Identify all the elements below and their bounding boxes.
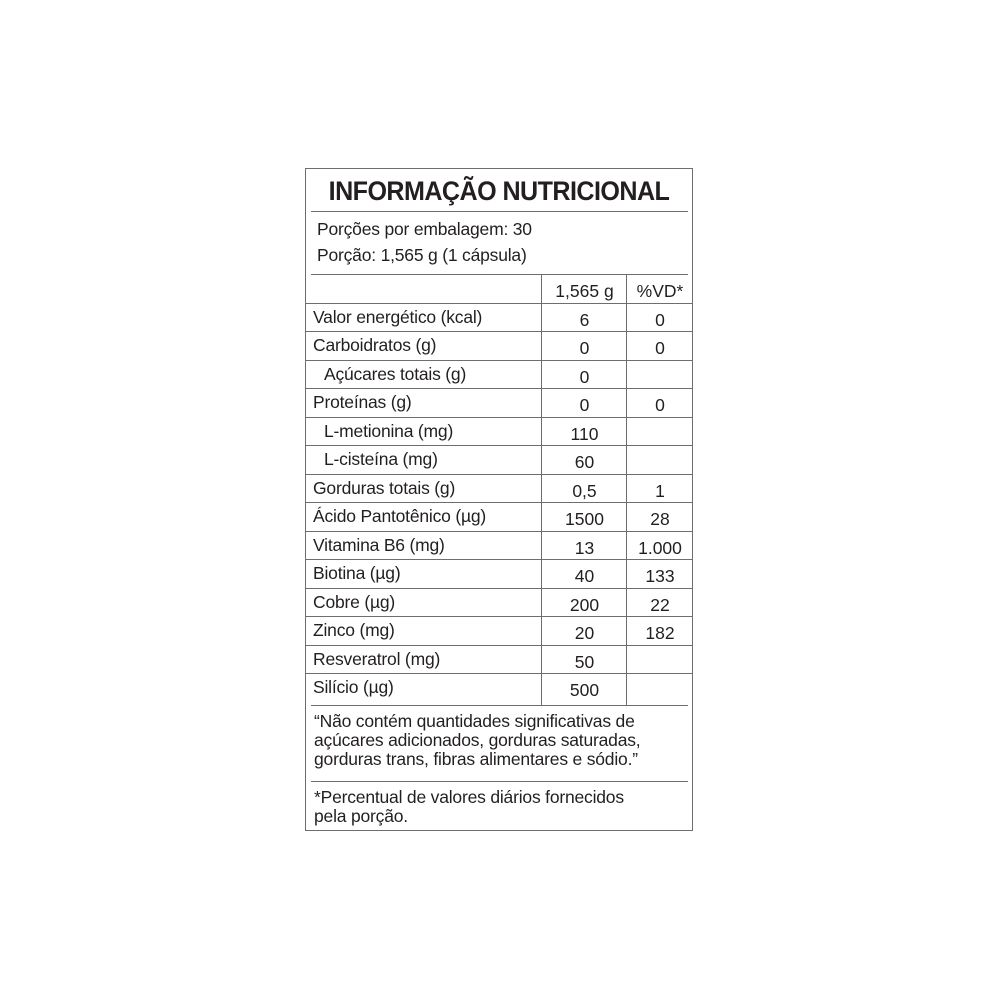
- nutrient-table: [306, 275, 692, 703]
- header-quantity: 1,565 g: [555, 281, 614, 301]
- nutrient-quantity: 500: [569, 680, 600, 700]
- nutrient-name: Ácido Pantotênico (µg): [313, 506, 487, 526]
- nutrient-name: Resveratrol (mg): [313, 648, 441, 669]
- nutrient-name: Vitamina B6 (mg): [313, 534, 445, 555]
- nutrient-quantity: 0: [579, 395, 590, 415]
- nutrient-daily-value: 1: [655, 480, 665, 501]
- table-row: [306, 532, 692, 561]
- header-daily-value: %VD*: [636, 281, 684, 301]
- nutrient-daily-value: 133: [645, 566, 675, 586]
- not-significant-note-line: gorduras trans, fibras alimentares e sódio.”: [314, 749, 638, 769]
- nutrient-daily-value: 22: [650, 594, 670, 615]
- table-row: [306, 332, 692, 361]
- nutrient-quantity: 0: [579, 338, 590, 358]
- table-row: [306, 304, 692, 333]
- nutrient-quantity: 40: [574, 566, 595, 586]
- nutrient-daily-value: 1.000: [638, 537, 682, 558]
- table-row: [306, 361, 692, 390]
- nutrient-quantity: 60: [574, 452, 595, 472]
- nutrient-name: Carboidratos (g): [313, 335, 437, 355]
- nutrient-quantity: 20: [574, 623, 595, 643]
- table-row: [306, 418, 692, 447]
- notes-divider: [311, 781, 688, 782]
- nutrient-quantity: 13: [574, 537, 595, 558]
- nutrient-quantity: 1500: [565, 509, 604, 529]
- nutrient-daily-value: 0: [655, 338, 665, 358]
- table-row: [306, 475, 692, 504]
- nutrient-quantity: 50: [574, 651, 595, 672]
- nutrient-name: Gorduras totais (g): [313, 477, 456, 498]
- nutrient-quantity: 200: [569, 594, 600, 615]
- nutrient-quantity: 0,5: [572, 480, 597, 501]
- nutrient-name: Valor energético (kcal): [313, 306, 483, 327]
- table-bottom-divider: [311, 705, 688, 706]
- nutrient-name: Açúcares totais (g): [324, 363, 467, 384]
- table-row: [306, 503, 692, 532]
- nutrient-daily-value: 0: [655, 395, 665, 415]
- nutrition-facts-panel: [305, 168, 693, 831]
- not-significant-note: [314, 712, 686, 769]
- table-row: [306, 389, 692, 418]
- table-row: [306, 617, 692, 646]
- nutrient-name: L-cisteína (mg): [324, 449, 438, 469]
- nutrient-quantity: 6: [579, 309, 590, 330]
- nutrition-facts-title: INFORMAÇÃO NUTRICIONAL: [328, 176, 670, 206]
- nutrient-name: L-metionina (mg): [324, 420, 454, 441]
- nutrient-daily-value: 182: [645, 623, 675, 643]
- serving-size: Porção: 1,565 g (1 cápsula): [317, 245, 527, 265]
- nutrient-quantity: 0: [579, 366, 590, 387]
- servings-per-package: Porções por embalagem: 30: [317, 219, 532, 239]
- not-significant-note-line: “Não contém quantidades significativas de: [314, 711, 635, 731]
- nutrient-name: Silício (µg): [313, 677, 394, 697]
- table-row: [306, 560, 692, 589]
- table-row: [306, 589, 692, 618]
- nutrient-quantity: 110: [570, 423, 599, 444]
- nutrient-daily-value: 0: [655, 309, 665, 330]
- table-row: [306, 446, 692, 475]
- nutrient-name: Zinco (mg): [313, 620, 395, 640]
- nutrient-daily-value: 28: [650, 509, 670, 529]
- nutrient-name: Biotina (µg): [313, 563, 401, 583]
- table-header-row: [306, 275, 692, 304]
- table-row: [306, 674, 692, 703]
- daily-value-note-line: *Percentual de valores diários fornecidos: [314, 787, 624, 807]
- nutrient-name: Cobre (µg): [313, 591, 395, 612]
- daily-value-note: [314, 788, 686, 826]
- title-divider: [311, 211, 688, 212]
- table-row: [306, 646, 692, 675]
- not-significant-note-line: açúcares adicionados, gorduras saturadas,: [314, 730, 641, 750]
- nutrient-name: Proteínas (g): [313, 392, 412, 412]
- daily-value-note-line: pela porção.: [314, 806, 408, 826]
